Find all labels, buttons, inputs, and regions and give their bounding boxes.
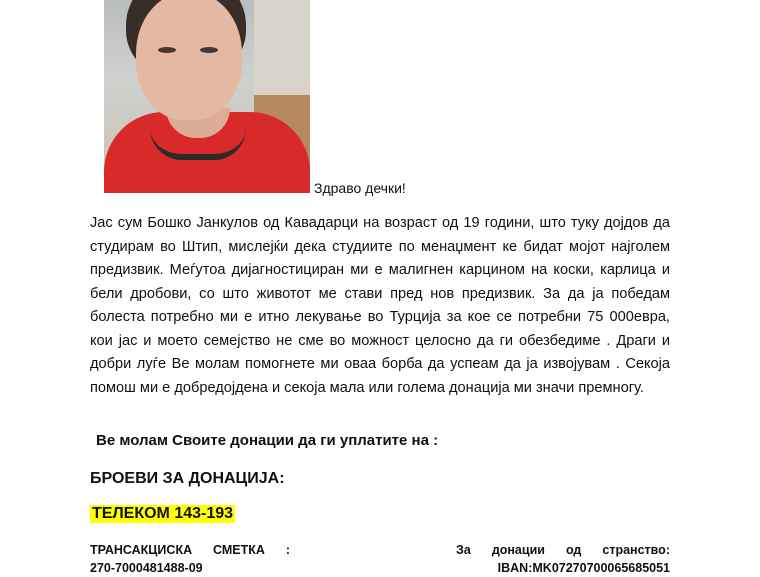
photo-face <box>136 0 242 120</box>
portrait-photo <box>104 0 310 193</box>
greeting: Здраво дечки! <box>314 180 406 196</box>
telekom-donation-number: ТЕЛЕКОМ 143-193 <box>92 505 234 522</box>
photo-background-wall <box>254 0 310 100</box>
local-account-block <box>90 541 290 577</box>
foreign-account-label-word: За <box>456 543 471 557</box>
foreign-account-label-word: донации <box>491 543 545 557</box>
foreign-account-block <box>456 541 670 577</box>
donation-numbers-heading: БРОЕВИ ЗА ДОНАЦИЈА: <box>90 470 285 487</box>
foreign-account-label-word: од <box>565 543 582 557</box>
donation-instruction: Ве молам Своите донации да ги уплатите на : <box>96 432 439 449</box>
local-account-label-word: СМЕТКА <box>213 543 265 557</box>
local-account-label-word: ТРАНСАКЦИСКА <box>90 543 193 557</box>
foreign-account-label <box>456 541 670 559</box>
local-account-number: 270-7000481488-09 <box>90 561 203 575</box>
photo-left-eye <box>158 47 176 53</box>
photo-right-eye <box>200 47 218 53</box>
foreign-account-label-word: странство: <box>602 543 670 557</box>
local-account-label-colon: : <box>285 543 290 557</box>
foreign-iban-number: IBAN:MK07270700065685051 <box>497 561 670 575</box>
local-account-label <box>90 541 290 559</box>
appeal-paragraph: Јас сум Бошко Јанкулов од Кавадарци на возраст од 19 години, што туку дојдов да студирам во Штип, мислејќи дека студиите по менаџмент ке бидат мојот најголем предизвик. Меѓутоа дијагностициран ми е малигнен карцином на коски, карлица и бели дробови, со што животот ме стави пред нов предизвик. За да ја победам болеста потребно ми е итно лекување во Турција за кое се потребни 75 000евра, кои јас и моето семејство не сме во можност целосно да ги обезбедиме . Драги и добри луѓе Ве молам помогнете ми оваа борба да успеам да ја извојувам . Секоја помош ми е добредојдена и секоја мала или голема донација ми значи премногу. <box>90 215 670 396</box>
